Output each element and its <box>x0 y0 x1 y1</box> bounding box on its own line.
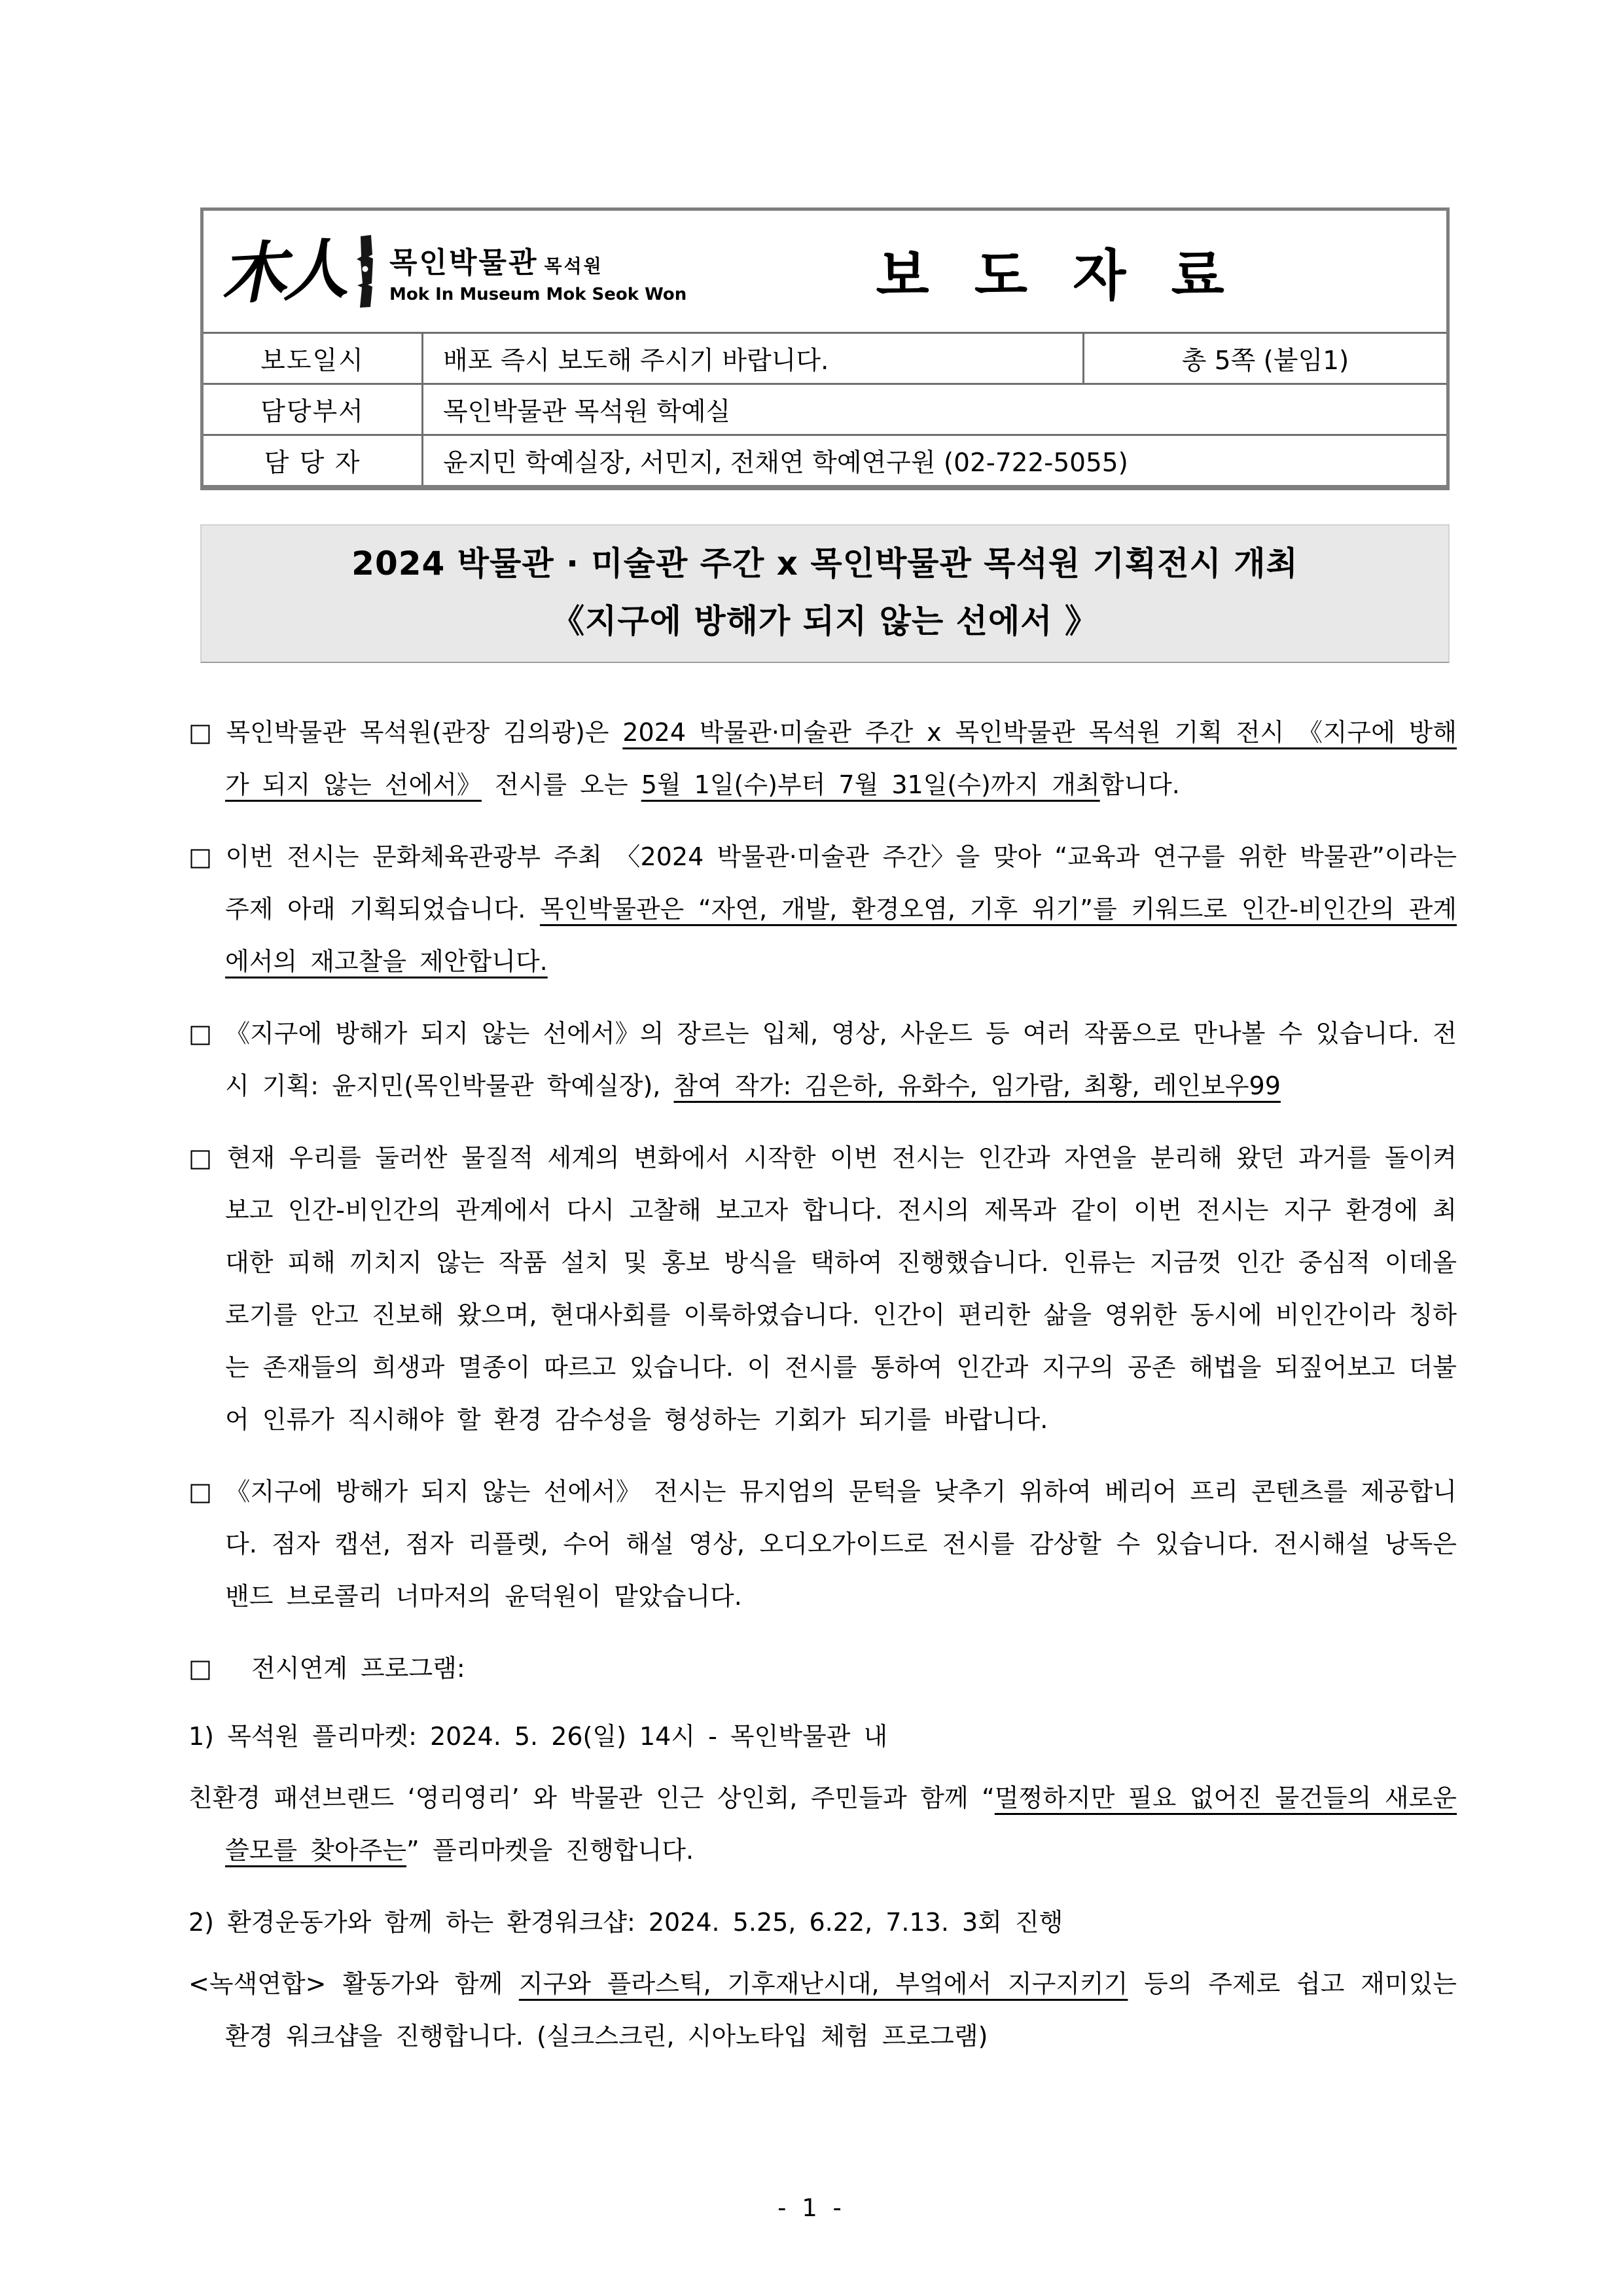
document-header-box <box>200 207 1450 490</box>
paragraph <box>188 1772 1457 1876</box>
museum-name-main: 목인박물관 <box>389 245 539 279</box>
row-value: 윤지민 학예실장, 서민지, 전채연 학예연구원 (02-722-5055) <box>443 448 1128 478</box>
body-text: ” 플리마켓을 진행합니다. <box>406 1836 694 1865</box>
bullet-square-icon: □ <box>188 1654 252 1683</box>
exhibition-title-line1: 2024 박물관 · 미술관 주간 x 목인박물관 목석원 기획전시 개최 <box>351 545 1298 583</box>
body-text: 이번 전시는 문화체육관광부 주최 〈2024 박물관·미술관 주간〉을 맞아 “교육과 연구를 위한 박물관”이라는 주제 아래 기획되었습니다. <box>225 842 1457 924</box>
row-label: 담당부서 <box>204 385 423 434</box>
page-number: - 1 - <box>777 2194 846 2222</box>
document-header <box>204 211 1446 332</box>
body-text: <녹색연합> 활동가와 함께 <box>188 1969 519 1998</box>
museum-name-english: Mok In Museum Mok Seok Won <box>389 284 687 304</box>
paragraph <box>188 1465 1457 1623</box>
museum-name-sub: 목석원 <box>544 255 603 277</box>
paragraph <box>188 1958 1457 2062</box>
body-text: 합니다. <box>1099 770 1180 799</box>
body-text: 등의 주제로 쉽고 재미있는 환경 워크샵을 진행합니다. (실크스크린, 시아노타입 체험 프로그램) <box>225 1969 1457 2051</box>
paragraph <box>188 1642 1457 1695</box>
table-row <box>204 434 1446 485</box>
museum-name-korean <box>389 239 687 281</box>
underlined-text: 2024 박물관·미술관 주간 x 목인박물관 목석원 기획 전시 《지구에 방해가 되지 않는 선에서》 <box>225 718 1457 799</box>
museum-logo-text <box>389 239 687 304</box>
body-text: 《지구에 방해가 되지 않는 선에서》의 장르는 입체, 영상, 사운드 등 여러 작품으로 만나볼 수 있습니다. 전시 기획: 윤지민(목인박물관 학예실장), <box>225 1019 1457 1100</box>
page-content <box>188 207 1457 2082</box>
document-body <box>188 706 1457 2062</box>
body-text: 《지구에 방해가 되지 않는 선에서》 전시는 뮤지엄의 문턱을 낮추기 위하여 베리어 프리 콘텐츠를 제공합니다. 점자 캡션, 점자 리플렛, 수어 해설 영상, 오디오가이드로 전시를 감상할 수 있습니다. 전시해설 낭독은 밴드 브로콜리 너마저의 윤덕원이 맡았습니다. <box>225 1477 1457 1611</box>
bullet-square-icon: □ <box>188 842 226 871</box>
body-text: 목인박물관 목석원(관장 김의광)은 <box>226 718 623 747</box>
row-label: 담 당 자 <box>204 436 423 485</box>
totem-figure-icon <box>354 235 376 308</box>
bullet-square-icon: □ <box>188 718 226 747</box>
bullet-square-icon: □ <box>188 1477 226 1506</box>
paragraph <box>188 1710 1457 1763</box>
paragraph <box>188 1132 1457 1446</box>
press-info-table <box>204 332 1446 485</box>
museum-logo <box>219 229 687 314</box>
underlined-text: 5월 1일(수)부터 7월 31일(수)까지 개최 <box>641 770 1100 799</box>
paragraph <box>188 1896 1457 1948</box>
bullet-square-icon: □ <box>188 1019 226 1048</box>
paragraph <box>188 1007 1457 1112</box>
body-text: 현재 우리를 둘러싼 물질적 세계의 변화에서 시작한 이번 전시는 인간과 자연을 분리해 왔던 과거를 돌이켜 보고 인간-비인간의 관계에서 다시 고찰해 보고자 합니다. 전시의 제목과 같이 이번 전시는 지구 환경에 최대한 피해 끼치지 않는 작품 설치 및 홍보 방식을 택하여 진행했습니다. 인류는 지금껏 인간 중심적 이데올로기를 안고 진보해 왔으며, 현대사회를 이룩하였습니다. 인간이 편리한 삶을 영위한 동시에 비인간이라 칭하는 존재들의 희생과 멸종이 따르고 있습니다. 이 전시를 통하여 인간과 지구의 공존 해법을 되짚어보고 더불어 인류가 직시해야 할 환경 감수성을 형성하는 기회가 되기를 바랍니다. <box>225 1143 1457 1434</box>
body-text: 전시를 오는 <box>481 770 641 799</box>
paragraph <box>188 706 1457 811</box>
table-row <box>204 332 1446 383</box>
body-text: 친환경 패션브랜드 ‘영리영리’ 와 박물관 인근 상인회, 주민들과 함께 “ <box>188 1784 995 1812</box>
row-value: 배포 즉시 보도해 주시기 바랍니다. <box>443 346 829 376</box>
document-type-title: 보 도 자 료 <box>876 243 1238 308</box>
row-label: 보도일시 <box>204 334 423 383</box>
body-text: 전시연계 프로그램: <box>251 1654 465 1683</box>
museum-logo-mark: 木人 <box>219 229 346 314</box>
exhibition-title-block <box>200 524 1450 663</box>
underlined-text: 지구와 플라스틱, 기후재난시대, 부엌에서 지구지키기 <box>518 1969 1128 1998</box>
bullet-square-icon: □ <box>188 1143 227 1172</box>
body-text: 2) 환경운동가와 함께 하는 환경워크샵: 2024. 5.25, 6.22, 7.13. 3회 진행 <box>188 1908 1063 1937</box>
table-row <box>204 383 1446 434</box>
body-text: 1) 목석원 플리마켓: 2024. 5. 26(일) 14시 - 목인박물관 내 <box>188 1722 888 1751</box>
exhibition-title-line2: 《지구에 방해가 되지 않는 선에서 》 <box>552 602 1098 640</box>
underlined-text: 목인박물관은 “자연, 개발, 환경오염, 기후 위기”를 키워드로 인간-비인간의 관계에서의 재고찰을 제안합니다. <box>225 895 1457 976</box>
row-value: 목인박물관 목석원 학예실 <box>443 397 731 427</box>
underlined-text: 참여 작가: 김은하, 유화수, 임가람, 최황, 레인보우99 <box>673 1071 1281 1100</box>
paragraph <box>188 831 1457 988</box>
row-extra: 총 5쪽 (붙임1) <box>1082 334 1446 383</box>
underlined-text: 멀쩡하지만 필요 없어진 물건들의 새로운 쓸모를 찾아주는 <box>225 1784 1457 1865</box>
